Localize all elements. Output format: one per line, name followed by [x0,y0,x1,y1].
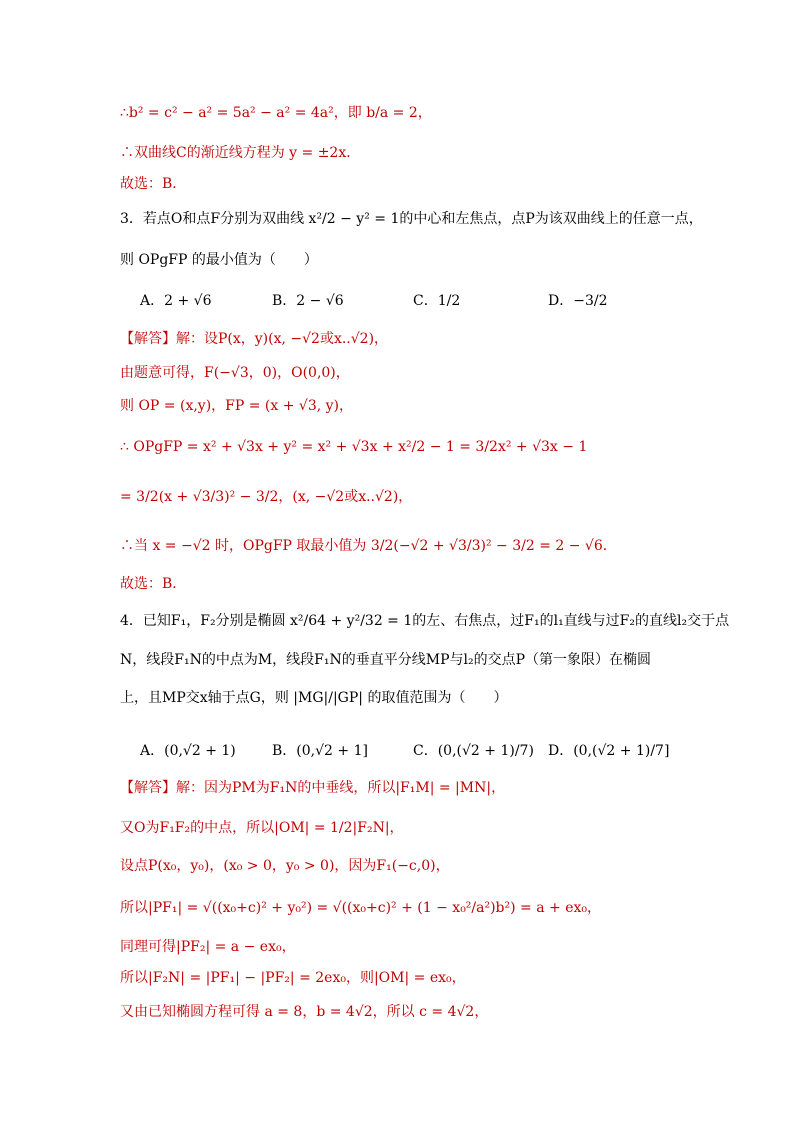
q4-solution-head [120,778,505,798]
question-4-stem-1: 4．已知F₁，F₂分别是椭圆 x²/64 + y²/32 = 1的左、右焦点，过F₁的l₁直线与过F₂的直线l₂交于点 [120,613,730,629]
q3-solution-6: ∴当 x = −√2 时，OPgFP 取最小值为 3/2(−√2 + √3/3)² − 3/2 = 2 − √6． [120,538,617,554]
question-3-stem: 3．若点O和点F分别为双曲线 x²/2 − y² = 1的中心和左焦点，点P为该双曲线上的任意一点， [120,211,703,227]
answer-tag: 【解答】 [120,780,176,796]
q3-solution-5: = 3/2(x + √3/3)² − 3/2，(x, −√2或x..√2)， [120,489,413,505]
q3-solution-2: 由题意可得，F(−√3，0)，O(0,0)， [120,365,350,381]
q4-solution-6: 所以|F₂N| = |PF₁| − |PF₂| = 2ex₀，则|OM| = ex₀， [120,970,466,986]
q3-solution-4: ∴ OPgFP = x² + √3x + y² = x² + √3x + x²/2 − 1 = 3/2x² + √3x − 1 [120,439,588,455]
q4-option-b: B．(0,√2 + 1] [272,743,368,759]
q3-option-a: A．2 + √6 [140,293,212,309]
q4-solution-7: 又由已知椭圆方程可得 a = 8，b = 4√2，所以 c = 4√2， [120,1004,489,1020]
question-4-stem-2: N，线段F₁N的中点为M，线段F₁N的垂直平分线MP与l₂的交点P（第一象限）在椭圆 [120,652,652,668]
q4-option-a: A．(0,√2 + 1) [140,743,236,759]
q4-option-c: C．(0,(√2 + 1)/7) [413,743,534,759]
line-3: 故选：B． [120,176,187,192]
q3-solution-1: 【解答】解：设P(x，y)(x, −√2或x..√2)， [120,331,389,347]
line-2: ∴双曲线C的渐近线方程为 y = ±2x． [120,145,361,161]
q4-solution-4: 所以|PF₁| = √((x₀+c)² + y₀²) = √((x₀+c)² + (1 − x₀²/a²)b²) = a + ex₀， [120,900,601,916]
line-1: ∴b² = c² − a² = 5a² − a² = 4a²，即 b/a = 2， [120,105,432,121]
q3-solution-3: 则 OP = (x,y)，FP = (x + √3, y)， [120,398,354,414]
q3-option-c: C．1/2 [413,293,461,309]
q4-solution-5: 同理可得|PF₂| = a − ex₀， [120,939,296,955]
question-3-stem-2: 则 OPgFP 的最小值为（ ） [120,252,318,268]
q4-option-d: D．(0,(√2 + 1)/7] [548,743,670,759]
q4-solution-3: 设点P(x₀，y₀)，(x₀ > 0，y₀ > 0)，因为F₁(−c,0)， [120,858,450,874]
answer-text: 解：因为PM为F₁N的中垂线，所以|F₁M| = |MN|， [176,780,506,796]
question-4-stem-3: 上，且MP交x轴于点G，则 |MG|/|GP| 的取值范围为（ ） [120,690,508,706]
q3-option-b: B．2 − √6 [272,293,344,309]
q3-option-d: D．−3/2 [548,293,608,309]
q4-solution-2: 又O为F₁F₂的中点，所以|OM| = 1/2|F₂N|， [120,820,404,836]
q3-choice: 故选：B． [120,576,187,592]
